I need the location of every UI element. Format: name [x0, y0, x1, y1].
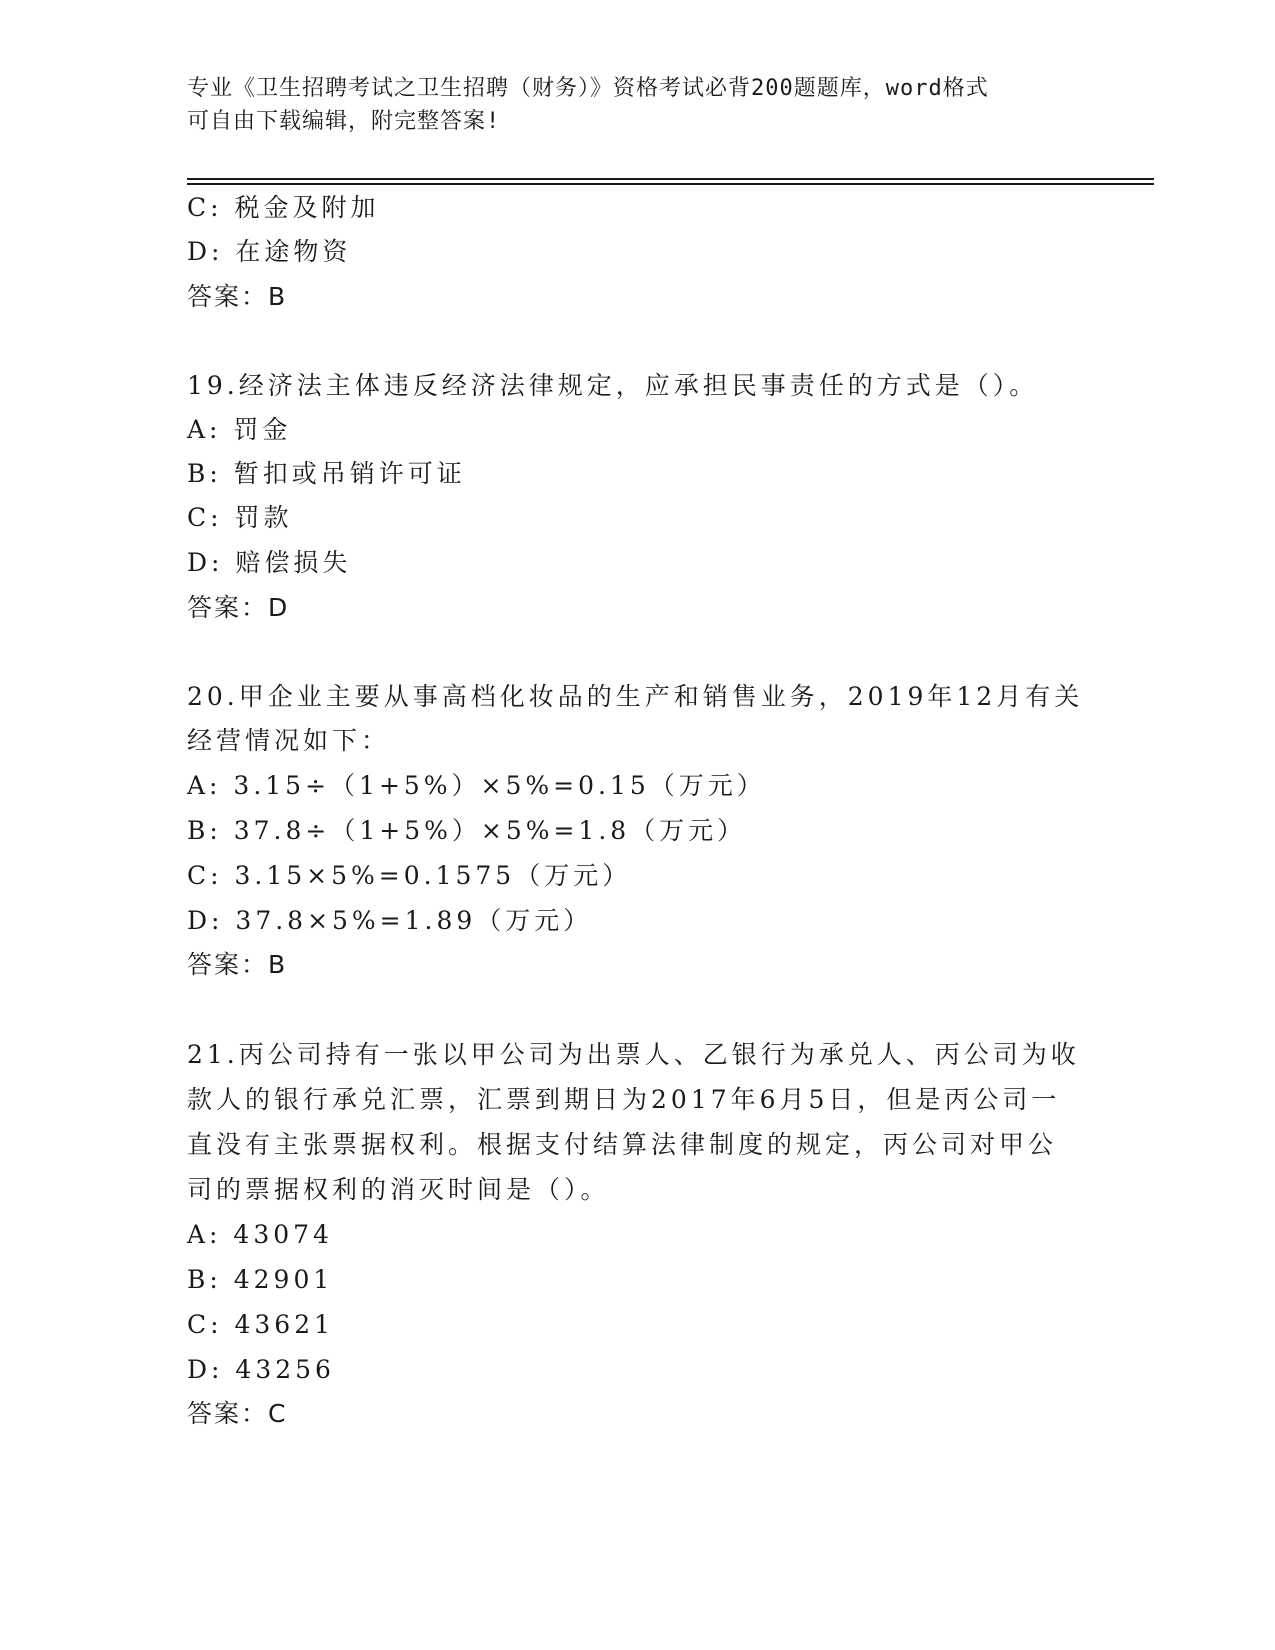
q21-option-b: B: 42901 [187, 1265, 334, 1294]
header-line-1: 专业《卫生招聘考试之卫生招聘（财务）》资格考试必背200题题库，word格式 [187, 76, 989, 101]
prev-option-d: D: 在途物资 [187, 237, 352, 266]
header-divider-top [187, 178, 1154, 180]
q21-stem-line-1: 21.丙公司持有一张以甲公司为出票人、乙银行为承兑人、丙公司为收 [187, 1040, 1080, 1069]
q20-stem-line-2: 经营情况如下： [187, 726, 391, 755]
q20-option-b: B: 37.8÷（1+5%）×5%=1.8（万元） [187, 816, 747, 845]
q21-stem-line-4: 司的票据权利的消灭时间是（）。 [187, 1175, 610, 1204]
q19-answer: 答案：D [187, 593, 290, 622]
q20-stem-line-1: 20.甲企业主要从事高档化妆品的生产和销售业务，2019年12月有关 [187, 682, 1084, 711]
q21-option-d: D: 43256 [187, 1355, 335, 1384]
q20-option-a: A: 3.15÷（1+5%）×5%=0.15（万元） [187, 771, 766, 800]
q20-answer: 答案：B [187, 950, 288, 979]
q20-option-c: C: 3.15×5%=0.1575（万元） [187, 861, 632, 890]
prev-option-c: C: 税金及附加 [187, 193, 380, 222]
prev-answer: 答案：B [187, 282, 288, 311]
q21-option-a: A: 43074 [187, 1220, 333, 1249]
q21-stem-line-3: 直没有主张票据权利。根据支付结算法律制度的规定，丙公司对甲公 [187, 1130, 1058, 1159]
q19-stem: 19.经济法主体违反经济法律规定，应承担民事责任的方式是（）。 [187, 371, 1039, 400]
q19-option-c: C: 罚款 [187, 503, 293, 532]
q21-answer: 答案：C [187, 1399, 288, 1428]
header-divider-bottom [187, 183, 1154, 185]
q19-option-d: D: 赔偿损失 [187, 548, 352, 577]
q19-option-b: B: 暂扣或吊销许可证 [187, 459, 466, 488]
q21-option-c: C: 43621 [187, 1310, 335, 1339]
q19-option-a: A: 罚金 [187, 415, 292, 444]
document-header [187, 72, 1087, 138]
header-line-2: 可自由下载编辑，附完整答案! [187, 109, 501, 134]
q21-stem-line-2: 款人的银行承兑汇票，汇票到期日为2017年6月5日，但是丙公司一 [187, 1085, 1061, 1114]
q20-option-d: D: 37.8×5%=1.89（万元） [187, 906, 593, 935]
